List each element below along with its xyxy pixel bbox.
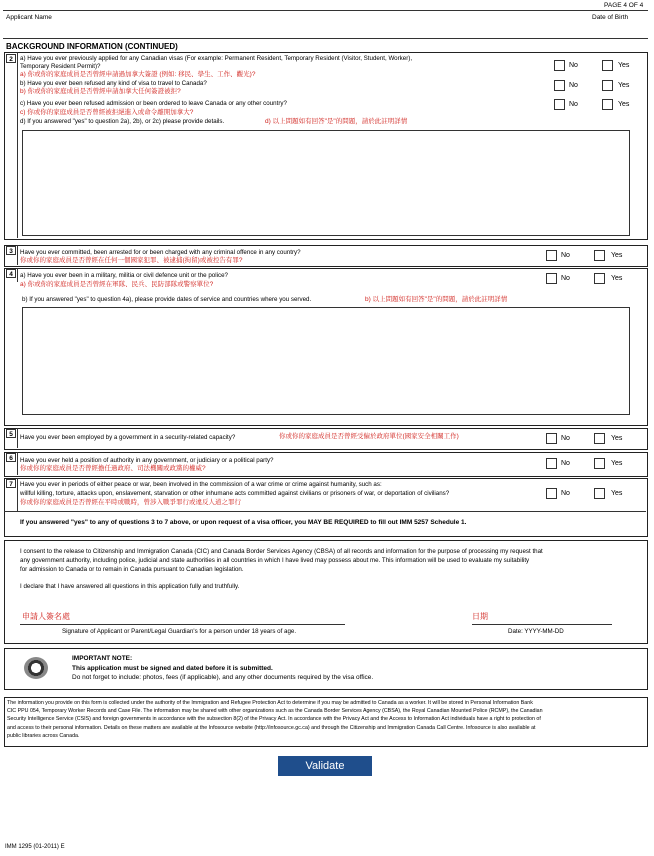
schedule-note: If you answered "yes" to any of questions 3 to 7 above, or upon request of a visa officer, you MAY BE REQUIRED to fill out IMM 5257 Schedule 1. — [20, 519, 467, 526]
question-number: 7 — [6, 479, 16, 488]
question-5-text: Have you ever been employed by a government in a security-related capacity? — [20, 434, 236, 441]
q2c-no-label: No — [569, 101, 578, 108]
number-column-divider — [17, 245, 18, 265]
q7-no-checkbox[interactable] — [546, 488, 557, 499]
privacy-line: The information you provide on this form is collected under the authority of the Immigration and Refugee Protection Act to determine if you may be admitted to Canada as a worker. It will be stored in Personal Information Bank — [7, 700, 533, 706]
privacy-notice — [7, 699, 645, 740]
important-note-line-2: Do not forget to include: photos, fees (if applicable), and any other documents required by the visa office. — [72, 674, 374, 681]
question-2a-text: a) Have you ever previously applied for any Canadian visas (For example: Permanent Resident, Temporary Resident (Visitor, Student, Worker), — [20, 55, 413, 62]
q2a-yes-label: Yes — [618, 62, 630, 69]
q2c-no-checkbox[interactable] — [554, 99, 565, 110]
question-7-chinese: 你或你的家庭成員是否曾經在平時或戰時，曾涉入戰爭罪行或違反人道之罪行 — [20, 499, 241, 506]
validate-button[interactable]: Validate — [278, 756, 372, 776]
q7-no-label: No — [561, 490, 570, 497]
info-icon — [24, 657, 48, 679]
page-number: PAGE 4 OF 4 — [604, 2, 644, 9]
q4a-yes-label: Yes — [611, 275, 623, 282]
question-2a-text-cont: Temporary Resident Permit)? — [20, 63, 101, 70]
signature-chinese-label: 申請人簽名處 — [22, 612, 70, 621]
q2a-yes-checkbox[interactable] — [602, 60, 613, 71]
question-4a-chinese: a) 你或你的家庭成員是否曾經在軍隊、民兵、民防部隊或警察單位? — [20, 281, 214, 288]
form-id: IMM 1295 (01-2011) E — [5, 844, 65, 850]
declaration-text: I declare that I have answered all questions in this application fully and truthfully. — [20, 583, 240, 590]
q5-no-label: No — [561, 435, 570, 442]
date-of-birth-label: Date of Birth — [592, 14, 629, 21]
q5-yes-label: Yes — [611, 435, 623, 442]
q5-yes-checkbox[interactable] — [594, 433, 605, 444]
number-column-divider — [17, 428, 18, 448]
number-column-divider — [17, 478, 18, 511]
q3-yes-label: Yes — [611, 252, 623, 259]
signature-label: Signature of Applicant or Parent/Legal Guardian's for a person under 18 years of age. — [62, 628, 297, 635]
q2a-no-checkbox[interactable] — [554, 60, 565, 71]
question-4a-text: a) Have you ever been in a military, militia or civil defence unit or the police? — [20, 272, 228, 279]
question-number: 5 — [6, 429, 16, 438]
question-2c-chinese: c) 你或你的家庭成員是否曾經被拒絕進入或命令離開加拿大? — [20, 109, 194, 116]
q3-no-checkbox[interactable] — [546, 250, 557, 261]
date-format-label: Date: YYYY-MM-DD — [508, 628, 564, 635]
privacy-line: and access to their personal information. Details on these matters are available at the Infosource website (http://infosource.gc.ca) and through the Citizenship and Immigration Canada Call Centre. Infosource is also available at — [7, 724, 536, 731]
q4-details-textarea[interactable] — [22, 307, 630, 415]
q5-no-checkbox[interactable] — [546, 433, 557, 444]
signature-line[interactable] — [20, 624, 345, 625]
date-line[interactable] — [472, 624, 612, 625]
privacy-line: public libraries across Canada. — [7, 732, 80, 739]
number-column-divider — [17, 52, 18, 238]
q7-yes-checkbox[interactable] — [594, 488, 605, 499]
q2b-yes-checkbox[interactable] — [602, 80, 613, 91]
q2b-yes-label: Yes — [618, 82, 630, 89]
q3-no-label: No — [561, 252, 570, 259]
q4a-yes-checkbox[interactable] — [594, 273, 605, 284]
q7-yes-label: Yes — [611, 490, 623, 497]
question-3-text: Have you ever committed, been arrested for or been charged with any criminal offence in any country? — [20, 249, 301, 256]
consent-paragraph-line-2: any government authority, including police, judicial and state authorities in all countries in which I have lived may possess about me. This information will be used to evaluate my suitability — [20, 557, 530, 564]
q2c-yes-label: Yes — [618, 101, 630, 108]
question-7-text: Have you ever in periods of either peace or war, been involved in the commission of a war crime or crime against humanity, such as: — [20, 481, 382, 488]
schedule-divider — [4, 511, 646, 512]
header-divider — [3, 38, 648, 39]
question-number: 3 — [6, 246, 16, 255]
question-7-text-cont: willful killing, torture, attacks upon, enslavement, starvation or other inhumane acts committed against civilians or prisoners of war, or deportation of civilians? — [20, 490, 450, 497]
q2-details-textarea[interactable] — [22, 130, 630, 236]
q2b-no-label: No — [569, 82, 578, 89]
consent-paragraph-line-3: for admission to Canada or to remain in Canada pursuant to Canadian legislation. — [20, 566, 244, 573]
number-column-divider — [17, 268, 18, 282]
date-chinese-label: 日期 — [472, 612, 488, 621]
important-note-title: IMPORTANT NOTE: — [72, 655, 133, 662]
number-column-divider — [17, 452, 18, 475]
q2a-no-label: No — [569, 62, 578, 69]
question-3-chinese: 你或你的家庭成員是否曾經在任何一個國家犯罪、被逮捕(拘留)或被控告有罪? — [20, 257, 243, 264]
important-note-line-1: This application must be signed and dated before it is submitted. — [72, 665, 273, 672]
question-2c-text: c) Have you ever been refused admission or been ordered to leave Canada or any other country? — [20, 100, 287, 107]
question-6-chinese: 你或你的家庭成員是否曾經擔任過政府、司法機關或政黨的權威? — [20, 465, 206, 472]
section-title: BACKGROUND INFORMATION (CONTINUED) — [6, 42, 178, 51]
question-2d-chinese: d) 以上問題如有回答"是"的問題，請於此註明詳情 — [265, 118, 408, 125]
top-divider — [3, 10, 648, 11]
q2b-no-checkbox[interactable] — [554, 80, 565, 91]
privacy-line: Security Intelligence Service (CSIS) and foreign governments in accordance with the subsection 8(2) of the Privacy Act. In accordance with the Privacy Act and the Access to Information Act individuals have a right to protection of — [7, 716, 541, 723]
privacy-line: CIC PPU 054, Temporary Worker Records and Case File. The information may be shared with other organizations such as the Canada Border Services Agency (CBSA), the Royal Canadian Mounted Police (RCMP), the Canadian — [7, 708, 543, 715]
q3-yes-checkbox[interactable] — [594, 250, 605, 261]
question-2d-text: d) If you answered "yes" to question 2a), 2b), or 2c) please provide details. — [20, 118, 225, 125]
q2c-yes-checkbox[interactable] — [602, 99, 613, 110]
q6-yes-checkbox[interactable] — [594, 458, 605, 469]
question-number: 2 — [6, 54, 16, 63]
question-6-text: Have you ever held a position of authority in any government, or judiciary or a political party? — [20, 457, 274, 464]
question-4b-text: b) If you answered "yes" to question 4a), please provide dates of service and countries where you served. — [22, 296, 312, 303]
q6-no-checkbox[interactable] — [546, 458, 557, 469]
question-2b-text: b) Have you ever been refused any kind of visa to travel to Canada? — [20, 80, 207, 87]
question-5-chinese: 你或你的家庭成員是否曾經受僱於政府單位(國家安全相關工作) — [279, 433, 459, 440]
question-2b-chinese: b) 你或你的家庭成員是否曾經申請加拿大任何簽證被拒? — [20, 88, 181, 95]
q4a-no-checkbox[interactable] — [546, 273, 557, 284]
question-number: 6 — [6, 453, 16, 462]
question-2a-chinese: a) 你或你的家庭成員是否曾經申請過加拿大簽證 (例如: 移民、學生、工作、觀光)? — [20, 71, 256, 78]
q6-no-label: No — [561, 460, 570, 467]
q6-yes-label: Yes — [611, 460, 623, 467]
question-number: 4 — [6, 269, 16, 278]
applicant-name-label: Applicant Name — [6, 14, 52, 21]
question-4b-chinese: b) 以上問題如有回答"是"的問題，請於此註明詳情 — [365, 296, 508, 303]
q4a-no-label: No — [561, 275, 570, 282]
consent-paragraph-line-1: I consent to the release to Citizenship and Immigration Canada (CIC) and Canada Border Services Agency (CBSA) of all records and information for the purpose of processing my request that — [20, 548, 543, 555]
